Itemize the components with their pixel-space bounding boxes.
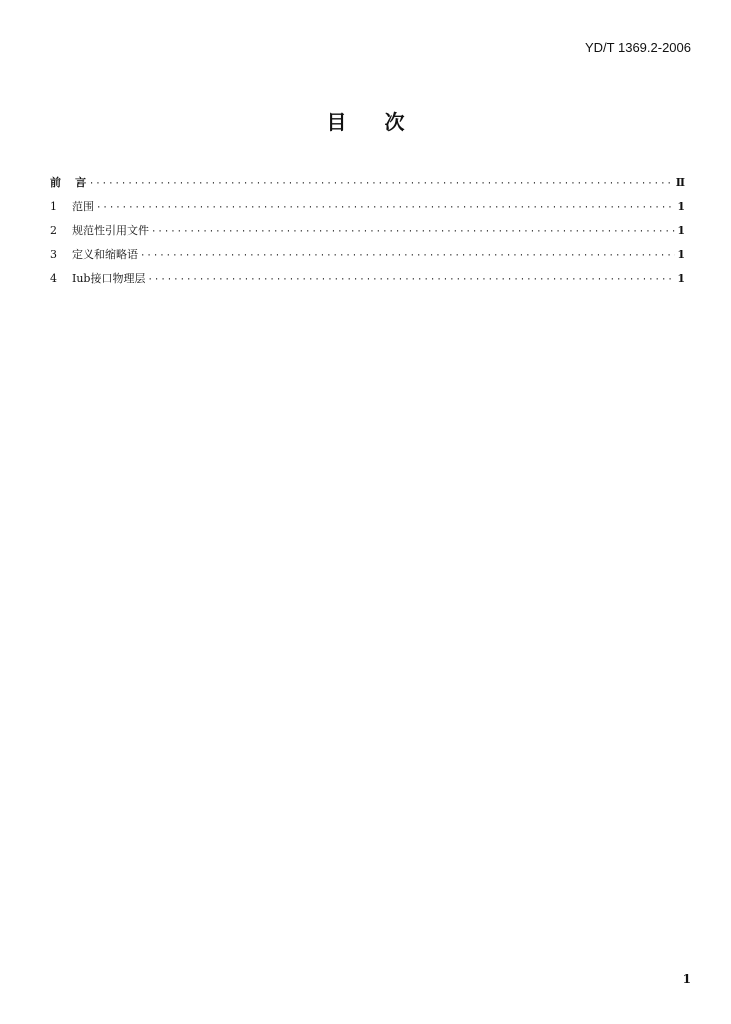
toc-list bbox=[50, 174, 685, 294]
toc-title-char: 次 bbox=[384, 110, 405, 134]
toc-entry-text: 前言 bbox=[50, 176, 100, 189]
toc-title bbox=[0, 106, 731, 135]
toc-entry-page: 1 bbox=[677, 200, 685, 213]
toc-entry-page: Ⅱ bbox=[675, 176, 685, 189]
toc-title-char: 目 bbox=[326, 110, 347, 134]
toc-entry-text: 定义和缩略语 bbox=[72, 248, 138, 261]
toc-entry-text: 规范性引用文件 bbox=[72, 224, 149, 237]
toc-entry-text: Iub接口物理层 bbox=[72, 272, 146, 285]
toc-entry-definitions[interactable] bbox=[50, 246, 685, 270]
toc-entry-page: 1 bbox=[677, 224, 685, 237]
toc-entry-number: 1 bbox=[50, 200, 57, 213]
toc-leader-dots bbox=[76, 179, 674, 189]
toc-entry-page: 1 bbox=[677, 272, 685, 285]
document-code: YD/T 1369.2-2006 bbox=[585, 40, 691, 55]
toc-entry-preface[interactable] bbox=[50, 174, 685, 198]
toc-entry-scope[interactable] bbox=[50, 198, 685, 222]
toc-entry-number: 2 bbox=[50, 224, 57, 237]
toc-entry-number: 3 bbox=[50, 248, 57, 261]
toc-entry-number: 4 bbox=[50, 272, 57, 285]
toc-leader-dots bbox=[147, 275, 675, 285]
toc-entry-normative-references[interactable] bbox=[50, 222, 685, 246]
toc-leader-dots bbox=[140, 251, 675, 261]
toc-entry-text: 范围 bbox=[72, 200, 94, 213]
toc-entry-iub-physical-layer[interactable] bbox=[50, 270, 685, 294]
page-number: 1 bbox=[682, 972, 691, 986]
toc-entry-page: 1 bbox=[677, 248, 685, 261]
toc-leader-dots bbox=[151, 227, 675, 237]
toc-leader-dots bbox=[96, 203, 675, 213]
